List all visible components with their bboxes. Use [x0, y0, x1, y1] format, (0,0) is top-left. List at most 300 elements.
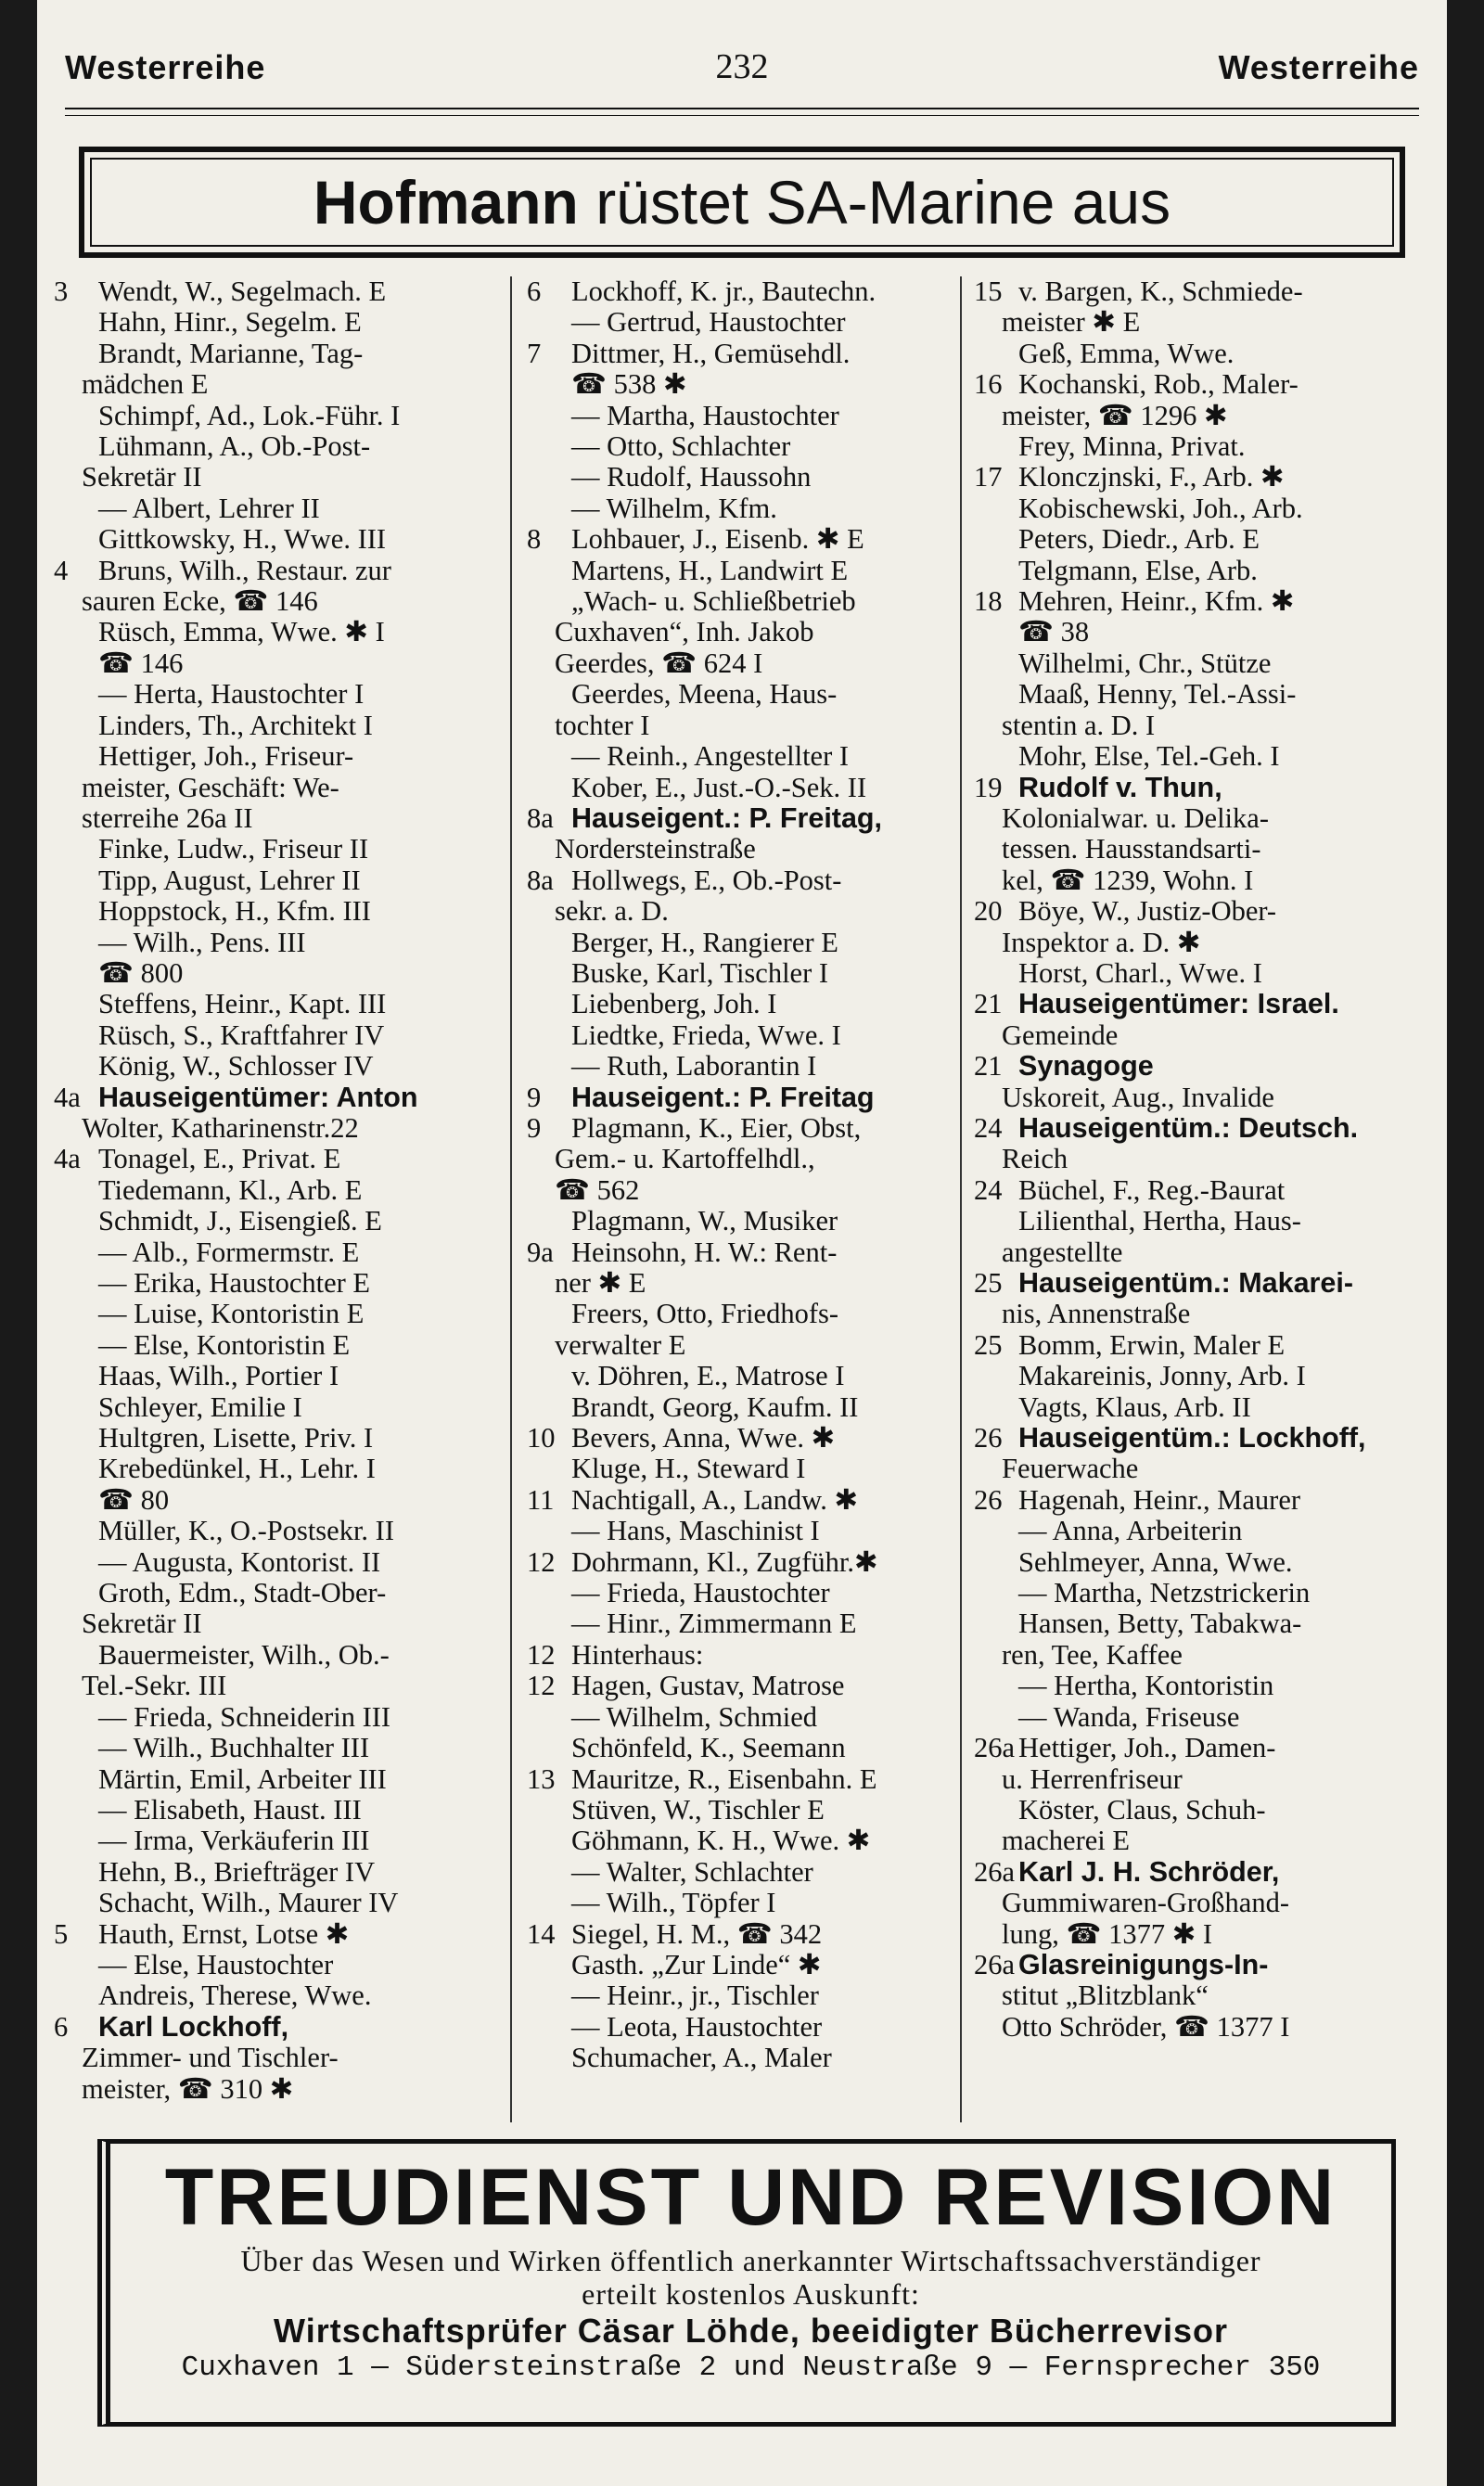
entry-text: Stüven, W., Tischler E	[571, 1793, 825, 1826]
directory-entry-line	[54, 1764, 494, 1795]
directory-entry-line	[974, 1237, 1428, 1268]
directory-entry-line	[54, 556, 494, 586]
directory-entry-line	[54, 1888, 494, 1918]
house-number: 10	[527, 1422, 556, 1454]
directory-entry-line	[974, 834, 1428, 865]
entry-text: Schmidt, J., Eisengieß. E	[98, 1205, 382, 1237]
house-number: 26	[974, 1483, 1003, 1516]
directory-entry-line	[54, 1144, 494, 1174]
directory-entry-line	[527, 339, 967, 369]
directory-entry-line	[974, 1857, 1428, 1888]
house-number: 18	[974, 585, 1003, 618]
directory-entry-line	[974, 1299, 1428, 1329]
entry-text: Linders, Th., Architekt I	[98, 709, 373, 741]
directory-entry-line	[54, 431, 494, 462]
entry-text: Bomm, Erwin, Maler E	[1018, 1328, 1286, 1361]
directory-entry-line	[974, 1454, 1428, 1484]
directory-entry-line	[54, 928, 494, 958]
house-number: 7	[527, 337, 542, 369]
directory-entry-line	[54, 1361, 494, 1391]
entry-text: Frey, Minna, Privat.	[1018, 430, 1246, 463]
directory-entry-line	[974, 431, 1428, 462]
entry-text: Makareinis, Jonny, Arb. I	[1018, 1360, 1306, 1392]
directory-entry-line	[974, 1051, 1428, 1082]
entry-text: Sehlmeyer, Anna, Wwe.	[1018, 1545, 1293, 1578]
advert-banner-hofmann	[79, 147, 1405, 258]
entry-text: Hagen, Gustav, Matrose	[571, 1670, 845, 1702]
directory-entry-line	[54, 1702, 494, 1733]
directory-entry-line	[54, 401, 494, 431]
directory-entry-line	[54, 1826, 494, 1856]
directory-entry-line	[527, 1051, 967, 1082]
directory-entry-line	[527, 896, 967, 927]
entry-text: Kluge, H., Steward I	[571, 1453, 806, 1485]
directory-entry-line	[54, 803, 494, 834]
directory-entry-line	[974, 865, 1428, 896]
advert-line: Über das Wesen und Wirken öffentlich anerkannter Wirtschaftssachverständiger	[240, 2244, 1261, 2277]
directory-entry-line	[527, 865, 967, 896]
entry-text: Wolter, Katharinenstr.22	[82, 1111, 359, 1144]
directory-entry-line	[527, 989, 967, 1019]
directory-entry-line	[974, 1733, 1428, 1763]
directory-entry-line	[527, 369, 967, 400]
directory-entry-line	[974, 1423, 1428, 1454]
directory-entry-line	[54, 1206, 494, 1237]
running-header	[65, 48, 1419, 95]
directory-entry-line	[974, 1175, 1428, 1206]
entry-text: — Wilh., Töpfer I	[571, 1887, 776, 1919]
entry-text: Schönfeld, K., Seemann	[571, 1732, 846, 1764]
entry-text: angestellte	[1002, 1236, 1123, 1268]
house-number: 4a	[54, 1143, 81, 1175]
directory-entry-line	[54, 2043, 494, 2073]
entry-text: Tel.-Sekr. III	[82, 1670, 227, 1702]
entry-text: — Leota, Haustochter	[571, 2010, 823, 2043]
entry-text: — Albert, Lehrer II	[98, 492, 320, 524]
directory-entry-line	[974, 1516, 1428, 1546]
entry-text: Hettiger, Joh., Damen-	[1018, 1732, 1276, 1764]
entry-text: Hauseigentüm.: Makarei-	[1018, 1267, 1354, 1299]
entry-text: — Hans, Maschinist I	[571, 1515, 820, 1547]
entry-text: Hauseigentüm.: Deutsch.	[1018, 1111, 1359, 1144]
house-number: 8a	[527, 864, 554, 896]
directory-entry-line	[54, 2012, 494, 2043]
directory-entry-line	[974, 2012, 1428, 2043]
advert-treudienst	[97, 2139, 1396, 2427]
entry-text: ren, Tee, Kaffee	[1002, 1638, 1183, 1671]
house-number: 26a	[974, 1855, 1016, 1888]
entry-text: meister ✱ E	[1002, 306, 1141, 339]
directory-entry-line	[527, 617, 967, 647]
directory-entry-line	[54, 648, 494, 679]
entry-text: v. Bargen, K., Schmiede-	[1018, 276, 1303, 307]
house-number: 8	[527, 523, 542, 556]
house-number: 12	[527, 1545, 556, 1578]
entry-text: Brandt, Marianne, Tag-	[98, 337, 364, 369]
entry-text: ☎ 800	[98, 956, 184, 989]
entry-text: Martens, H., Landwirt E	[571, 554, 849, 586]
directory-entry-line	[974, 276, 1428, 307]
entry-text: „Wach- u. Schließbetrieb	[571, 585, 856, 618]
directory-entry-line	[54, 586, 494, 617]
entry-text: Inspektor a. D. ✱	[1002, 926, 1201, 958]
directory-entry-line	[54, 1857, 494, 1888]
directory-entry-line	[527, 1516, 967, 1546]
directory-entry-line	[54, 1392, 494, 1423]
entry-text: Hauseigentümer: Israel.	[1018, 988, 1339, 1020]
entry-text: Rüsch, Emma, Wwe. ✱ I	[98, 616, 385, 648]
directory-entry-line	[54, 1423, 494, 1454]
house-number: 24	[974, 1173, 1003, 1206]
directory-entry-line	[54, 1083, 494, 1113]
entry-text: Mohr, Else, Tel.-Geh. I	[1018, 740, 1280, 773]
house-number: 24	[974, 1111, 1003, 1144]
entry-text: Lohbauer, J., Eisenb. ✱ E	[571, 523, 864, 556]
entry-text: Bevers, Anna, Wwe. ✱	[571, 1422, 836, 1454]
entry-text: — Martha, Haustochter	[571, 399, 839, 431]
house-number: 5	[54, 1917, 69, 1950]
entry-text: Rudolf v. Thun,	[1018, 771, 1222, 803]
entry-text: kel, ☎ 1239, Wohn. I	[1002, 864, 1254, 896]
entry-text: Geß, Emma, Wwe.	[1018, 337, 1235, 369]
directory-entry-line	[527, 1764, 967, 1795]
directory-entry-line	[54, 1454, 494, 1484]
directory-entry-line	[54, 1268, 494, 1299]
entry-text: — Hinr., Zimmermann E	[571, 1608, 857, 1640]
directory-entry-line	[54, 1020, 494, 1051]
entry-text: Hollwegs, E., Ob.-Post-	[571, 864, 842, 896]
entry-text: Gem.- u. Kartoffelhdl.,	[555, 1143, 815, 1175]
house-number: 26a	[974, 1948, 1016, 1980]
entry-text: meister, Geschäft: We-	[82, 771, 339, 803]
directory-entry-line	[54, 493, 494, 524]
directory-entry-line	[527, 773, 967, 803]
directory-entry-line	[527, 958, 967, 989]
entry-text: meister, ☎ 1296 ✱	[1002, 399, 1228, 431]
entry-text: ner ✱ E	[555, 1267, 646, 1299]
entry-text: Hansen, Betty, Tabakwa-	[1018, 1608, 1302, 1640]
entry-text: meister, ☎ 310 ✱	[82, 2072, 294, 2105]
entry-text: Maaß, Henny, Tel.-Assi-	[1018, 678, 1297, 711]
house-number: 21	[974, 1050, 1003, 1083]
entry-text: Karl Lockhoff,	[98, 2010, 289, 2043]
directory-entry-line	[974, 1268, 1428, 1299]
entry-text: tochter I	[555, 709, 650, 741]
entry-text: Vagts, Klaus, Arb. II	[1018, 1390, 1251, 1423]
entry-text: Wilhelmi, Chr., Stütze	[1018, 647, 1272, 679]
directory-entry-line	[54, 1640, 494, 1671]
entry-text: — Wilhelm, Schmied	[571, 1700, 818, 1733]
entry-text: Plagmann, K., Eier, Obst,	[571, 1111, 862, 1144]
banner-brand: Hofmann	[313, 168, 579, 237]
entry-text: Kobischewski, Joh., Arb.	[1018, 492, 1303, 524]
entry-text: sauren Ecke, ☎ 146	[82, 585, 318, 618]
entry-text: Hahn, Hinr., Segelm. E	[98, 306, 362, 339]
directory-entry-line	[527, 2043, 967, 2073]
directory-entry-line	[527, 1454, 967, 1484]
directory-entry-line	[54, 462, 494, 493]
directory-entry-line	[527, 276, 967, 307]
column-2	[527, 276, 967, 2074]
house-number: 9	[527, 1111, 542, 1144]
directory-entry-line	[974, 339, 1428, 369]
directory-entry-line	[527, 1206, 967, 1237]
directory-entry-line	[527, 1330, 967, 1361]
entry-text: — Alb., Formermstr. E	[98, 1236, 360, 1268]
entry-text: Zimmer- und Tischler-	[82, 2042, 339, 2074]
entry-text: — Walter, Schlachter	[571, 1855, 813, 1888]
directory-entry-line	[54, 1608, 494, 1639]
directory-entry-line	[974, 1826, 1428, 1856]
directory-entry-line	[527, 1671, 967, 1701]
entry-text: Bruns, Wilh., Restaur. zur	[98, 554, 391, 586]
column-divider	[960, 276, 962, 2122]
entry-text: Tonagel, E., Privat. E	[98, 1143, 341, 1175]
entry-text: u. Herrenfriseur	[1002, 1762, 1183, 1795]
directory-entry-line	[54, 307, 494, 338]
directory-entry-line	[527, 1113, 967, 1144]
entry-text: stitut „Blitzblank“	[1002, 1980, 1209, 2012]
entry-text: Nordersteinstraße	[555, 833, 756, 865]
house-number: 26a	[974, 1732, 1016, 1764]
house-number: 21	[974, 988, 1003, 1020]
directory-entry-line	[527, 401, 967, 431]
house-number: 12	[527, 1670, 556, 1702]
entry-text: — Heinr., jr., Tischler	[571, 1980, 819, 2012]
entry-text: — Luise, Kontoristin E	[98, 1298, 365, 1330]
advert-title: TREUDIENST UND REVISION	[164, 2153, 1337, 2242]
column-divider	[510, 276, 512, 2122]
directory-entry-line	[527, 1608, 967, 1639]
directory-entry-line	[54, 1113, 494, 1144]
directory-entry-line	[974, 1888, 1428, 1918]
house-number: 9	[527, 1081, 542, 1113]
entry-text: Groth, Edm., Stadt-Ober-	[98, 1577, 387, 1609]
entry-text: Bauermeister, Wilh., Ob.-	[98, 1638, 390, 1671]
directory-entry-line	[54, 896, 494, 927]
directory-entry-line	[974, 958, 1428, 989]
entry-text: Finke, Ludw., Friseur II	[98, 833, 369, 865]
house-number: 14	[527, 1917, 556, 1950]
directory-entry-line	[527, 307, 967, 338]
directory-entry-line	[974, 1919, 1428, 1950]
entry-text: Buske, Karl, Tischler I	[571, 956, 829, 989]
entry-text: Geerdes, Meena, Haus-	[571, 678, 838, 711]
house-number: 4	[54, 554, 69, 586]
entry-text: Lühmann, A., Ob.-Post-	[98, 430, 371, 463]
entry-text: Siegel, H. M., ☎ 342	[571, 1917, 823, 1950]
directory-entry-line	[974, 1764, 1428, 1795]
directory-entry-line	[54, 1051, 494, 1082]
directory-entry-line	[527, 1950, 967, 1980]
directory-entry-line	[54, 1795, 494, 1826]
directory-entry-line	[527, 1237, 967, 1268]
entry-text: Feuerwache	[1002, 1453, 1139, 1485]
house-number: 6	[527, 276, 542, 307]
directory-entry-line	[974, 1485, 1428, 1516]
directory-entry-line	[974, 1144, 1428, 1174]
entry-text: — Else, Kontoristin E	[98, 1328, 351, 1361]
entry-text: Gummiwaren-Großhand-	[1002, 1887, 1289, 1919]
header-rule	[65, 108, 1419, 109]
entry-text: Büchel, F., Reg.-Baurat	[1018, 1173, 1286, 1206]
house-number: 13	[527, 1762, 556, 1795]
entry-text: Glasreinigungs-In-	[1018, 1948, 1269, 1980]
house-number: 25	[974, 1267, 1003, 1299]
entry-text: — Elisabeth, Haust. III	[98, 1793, 362, 1826]
entry-text: macherei E	[1002, 1825, 1131, 1857]
entry-text: Steffens, Heinr., Kapt. III	[98, 988, 387, 1020]
entry-text: sterreihe 26a II	[82, 801, 253, 834]
directory-entry-line	[527, 556, 967, 586]
entry-text: — Wilh., Pens. III	[98, 926, 306, 958]
directory-entry-line	[54, 2074, 494, 2105]
directory-entry-line	[527, 1423, 967, 1454]
directory-entry-line	[527, 1888, 967, 1918]
directory-entry-line	[527, 1733, 967, 1763]
entry-text: v. Döhren, E., Matrose I	[571, 1360, 845, 1392]
directory-entry-line	[54, 1980, 494, 2011]
directory-entry-line	[974, 556, 1428, 586]
entry-text: König, W., Schlosser IV	[98, 1050, 374, 1083]
entry-text: tessen. Hausstandsarti-	[1002, 833, 1261, 865]
directory-page	[37, 0, 1447, 2486]
entry-text: Lilienthal, Hertha, Haus-	[1018, 1205, 1301, 1237]
entry-text: Hehn, B., Briefträger IV	[98, 1855, 376, 1888]
entry-text: Schacht, Wilh., Maurer IV	[98, 1887, 399, 1919]
directory-entry-line	[54, 773, 494, 803]
directory-entry-line	[974, 1020, 1428, 1051]
entry-text: Hettiger, Joh., Friseur-	[98, 740, 354, 773]
directory-entry-line	[974, 524, 1428, 555]
directory-entry-line	[974, 803, 1428, 834]
directory-entry-line	[974, 493, 1428, 524]
entry-text: Peters, Diedr., Arb. E	[1018, 523, 1260, 556]
entry-text: Plagmann, W., Musiker	[571, 1205, 838, 1237]
entry-text: — Wanda, Friseuse	[1018, 1700, 1240, 1733]
entry-text: ☎ 38	[1018, 616, 1090, 648]
entry-text: — Otto, Schlachter	[571, 430, 791, 463]
house-number: 20	[974, 895, 1003, 928]
directory-entry-line	[54, 617, 494, 647]
directory-entry-line	[527, 2012, 967, 2043]
directory-entry-line	[527, 1795, 967, 1826]
entry-text: Brandt, Georg, Kaufm. II	[571, 1390, 859, 1423]
entry-text: Schleyer, Emilie I	[98, 1390, 302, 1423]
directory-entry-line	[527, 1268, 967, 1299]
house-number: 3	[54, 276, 69, 307]
entry-text: Schumacher, A., Maler	[571, 2042, 832, 2074]
directory-entry-line	[974, 1950, 1428, 1980]
entry-text: — Ruth, Laborantin I	[571, 1050, 817, 1083]
directory-entry-line	[974, 617, 1428, 647]
directory-entry-line	[527, 1826, 967, 1856]
advert-line: erteilt kostenlos Auskunft:	[582, 2277, 920, 2311]
directory-entry-line	[974, 401, 1428, 431]
entry-text: Reich	[1002, 1143, 1068, 1175]
directory-entry-line	[54, 1733, 494, 1763]
entry-text: Gasth. „Zur Linde“ ✱	[571, 1948, 822, 1980]
directory-entry-line	[974, 1578, 1428, 1608]
entry-text: Andreis, Therese, Wwe.	[98, 1980, 372, 2012]
entry-text: Uskoreit, Aug., Invalide	[1002, 1081, 1274, 1113]
entry-text: ☎ 538 ✱	[571, 368, 687, 401]
entry-text: — Anna, Arbeiterin	[1018, 1515, 1243, 1547]
entry-text: Hauseigentümer: Anton	[98, 1081, 418, 1113]
entry-text: Liedtke, Frieda, Wwe. I	[571, 1019, 841, 1051]
directory-entry-line	[527, 1083, 967, 1113]
entry-text: — Reinh., Angestellter I	[571, 740, 850, 773]
entry-text: — Rudolf, Haussohn	[571, 461, 812, 493]
directory-entry-line	[974, 679, 1428, 710]
entry-text: Dohrmann, Kl., Zugführ.✱	[571, 1545, 878, 1578]
directory-entry-line	[527, 493, 967, 524]
entry-text: Cuxhaven“, Inh. Jakob	[555, 616, 814, 648]
directory-entry-line	[527, 462, 967, 493]
entry-text: — Else, Haustochter	[98, 1948, 334, 1980]
directory-entry-line	[974, 711, 1428, 741]
directory-entry-line	[54, 1578, 494, 1608]
house-number: 16	[974, 368, 1003, 401]
entry-text: Telgmann, Else, Arb.	[1018, 554, 1258, 586]
directory-entry-line	[54, 1919, 494, 1950]
directory-entry-line	[527, 803, 967, 834]
entry-text: Hagenah, Heinr., Maurer	[1018, 1483, 1301, 1516]
advert-line: Cuxhaven 1 — Südersteinstraße 2 und Neustraße 9 — Fernsprecher 350	[181, 2351, 1321, 2384]
directory-entry-line	[974, 1980, 1428, 2011]
entry-text: — Irma, Verkäuferin III	[98, 1825, 370, 1857]
entry-text: verwalter E	[555, 1328, 686, 1361]
directory-entry-line	[974, 896, 1428, 927]
entry-text: Freers, Otto, Friedhofs-	[571, 1298, 839, 1330]
entry-text: nis, Annenstraße	[1002, 1298, 1191, 1330]
directory-entry-line	[974, 989, 1428, 1019]
directory-entry-line	[974, 586, 1428, 617]
directory-entry-line	[527, 1020, 967, 1051]
directory-entry-line	[527, 524, 967, 555]
directory-entry-line	[974, 1671, 1428, 1701]
entry-text: Hauth, Ernst, Lotse ✱	[98, 1917, 350, 1950]
directory-entry-line	[527, 1299, 967, 1329]
directory-entry-line	[974, 1361, 1428, 1391]
entry-text: Heinsohn, H. W.: Rent-	[571, 1236, 838, 1268]
entry-text: — Erika, Haustochter E	[98, 1267, 371, 1299]
directory-entry-line	[54, 834, 494, 865]
directory-entry-line	[974, 1083, 1428, 1113]
entry-text: Haas, Wilh., Portier I	[98, 1360, 339, 1392]
directory-entry-line	[527, 1640, 967, 1671]
entry-text: ☎ 562	[555, 1173, 640, 1206]
directory-entry-line	[527, 928, 967, 958]
entry-text: Tipp, August, Lehrer II	[98, 864, 361, 896]
entry-text: Hauseigent.: P. Freitag,	[571, 801, 883, 834]
entry-text: Hoppstock, H., Kfm. III	[98, 895, 371, 928]
directory-entry-line	[54, 1175, 494, 1206]
house-number: 9a	[527, 1236, 554, 1268]
directory-entry-line	[974, 1608, 1428, 1639]
directory-entry-line	[974, 307, 1428, 338]
directory-entry-line	[527, 1547, 967, 1578]
directory-entry-line	[974, 369, 1428, 400]
house-number: 25	[974, 1328, 1003, 1361]
directory-entry-line	[54, 741, 494, 772]
entry-text: — Martha, Netzstrickerin	[1018, 1577, 1311, 1609]
directory-entry-line	[527, 1919, 967, 1950]
house-number: 15	[974, 276, 1003, 307]
directory-entry-line	[974, 1392, 1428, 1423]
directory-entry-line	[974, 462, 1428, 493]
entry-text: Göhmann, K. H., Wwe. ✱	[571, 1825, 871, 1857]
